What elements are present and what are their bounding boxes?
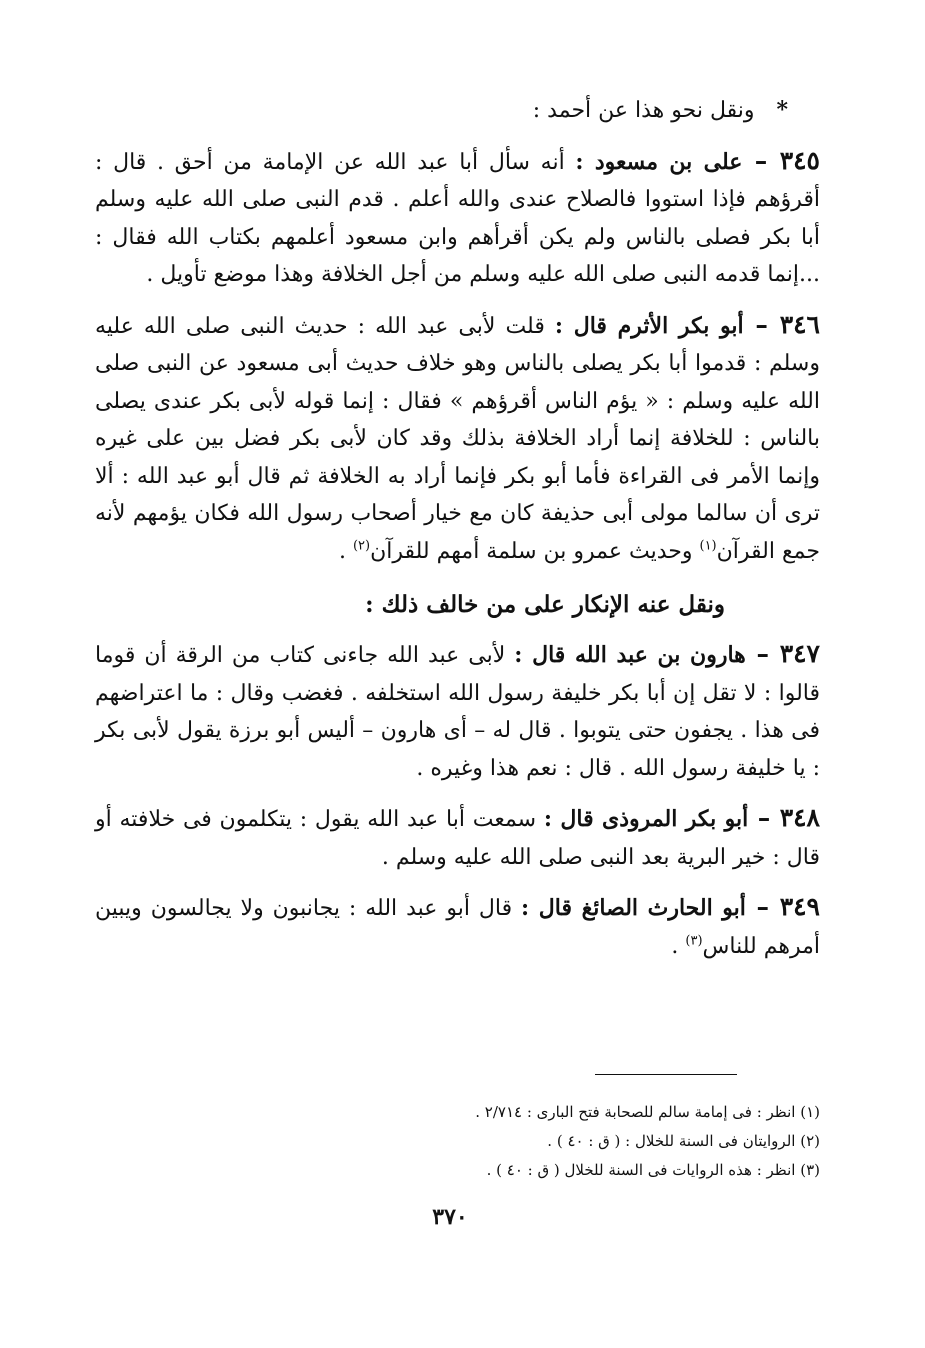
- paragraph-text: سمعت أبا عبد الله يقول : يتكلمون فى خلافته أو قال : خير البرية بعد النبى صلى الله عليه وسلم .: [95, 807, 820, 870]
- footnote-ref-3[interactable]: (٣): [685, 933, 703, 949]
- intro-text: ونقل نحو هذا عن أحمد :: [532, 98, 755, 123]
- footnote-ref-1[interactable]: (١): [699, 538, 717, 554]
- asterisk: *: [776, 97, 788, 123]
- narrator: أبو بكر الأثرم قال :: [554, 312, 744, 339]
- item-dash: –: [745, 892, 780, 921]
- paragraph-text: قال أبو عبد الله : يجانبون ولا يجالسون ويبين أمرهم للناس: [95, 896, 820, 959]
- item-number: ٣٤٧: [779, 639, 820, 668]
- item-dash: –: [748, 803, 780, 832]
- paragraph-text: لأبى عبد الله جاءنى كتاب من الرقة أن قوما قالوا : لا تقل إن أبا بكر خليفة رسول الله استخلفه . فغضب وقال : ما اعتراضهم فى هذا . يجفون حتى يتوبوا . قال له – أى هارون – أليس أبو برزة يقول لأبى بكر : يا خليفة رسول الله . قال : نعم هذا وغيره .: [95, 643, 820, 781]
- paragraph-text: أنه سأل أبا عبد الله عن الإمامة من أحق . قال : أقرؤهم فإذا استووا فالصلاح عندى والله أعلم . قدم النبى صلى الله عليه وسلم أبا بكر فصلى بالناس ولم يكن أقرأهم وابن مسعود أعلمهم بكتاب الله فقال : ...إنما قدمه النبى صلى الله عليه وسلم من أجل الخلافة وهذا موضع تأويل .: [95, 149, 820, 287]
- narrator: هارون بن عبد الله قال :: [514, 642, 746, 668]
- paragraph-text-3: .: [338, 538, 353, 564]
- page-number: ٣٧٠: [432, 1204, 468, 1230]
- item-dash: –: [742, 145, 780, 175]
- paragraph-text-2: وحديث عمرو بن سلمة أمهم للقرآن: [370, 538, 700, 564]
- item-number: ٣٤٥: [779, 145, 820, 175]
- paragraph-346: [95, 306, 820, 571]
- intro-line: [95, 92, 820, 130]
- footnotes: [380, 1098, 820, 1185]
- footnote-ref-2[interactable]: (٢): [352, 538, 371, 554]
- paragraph-349: [95, 888, 820, 965]
- narrator: أبو الحارث الصائغ قال :: [521, 895, 746, 921]
- item-number: ٣٤٩: [779, 892, 820, 921]
- footnote-3: (٣) انظر : هذه الروايات فى السنة للخلال ( ق : ٤٠ ) .: [486, 1161, 820, 1179]
- item-dash: –: [745, 639, 780, 668]
- footnote-separator: [595, 1074, 737, 1075]
- paragraph-345: [95, 142, 820, 294]
- paragraph-text: قلت لأبى عبد الله : حديث النبى صلى الله عليه وسلم : قدموا أبا بكر يصلى بالناس وهو خلاف حديث أبى مسعود عن النبى صلى الله عليه وسلم : « يؤم الناس أقرؤهم » فقال : إنما قوله لأبى بكر عندى يصلى بالناس : للخلافة إنما أراد الخلافة بذلك وقد كان لأبى بكر فضل بين على غيره وإنما الأمر فى القراءة فأما أبو بكر فإنما أراد به الخلافة ثم قال أبو عبد الله : ألا ترى أن سالما مولى أبى حذيفة كان مع خيار أصحاب رسول الله فكان يؤمهم لأنه جمع القرآن: [95, 313, 820, 564]
- narrator: أبو بكر المروذى قال :: [543, 806, 749, 832]
- section-heading: ونقل عنه الإنكار على من خالف ذلك :: [365, 591, 725, 618]
- item-dash: –: [743, 309, 780, 339]
- page-body: [95, 92, 820, 965]
- footnote-1: (١) انظر : فى إمامة سالم للصحابة فتح البارى : ٢/٧١٤ .: [475, 1103, 820, 1121]
- item-number: ٣٤٨: [779, 803, 820, 832]
- narrator: على بن مسعود :: [575, 148, 743, 175]
- paragraph-348: [95, 799, 820, 876]
- footnote-2: (٢) الروايتان فى السنة للخلال : ( ق : ٤٠ ) .: [547, 1132, 820, 1150]
- item-number: ٣٤٦: [779, 309, 820, 339]
- paragraph-text-2: .: [671, 933, 686, 959]
- paragraph-347: [95, 635, 820, 787]
